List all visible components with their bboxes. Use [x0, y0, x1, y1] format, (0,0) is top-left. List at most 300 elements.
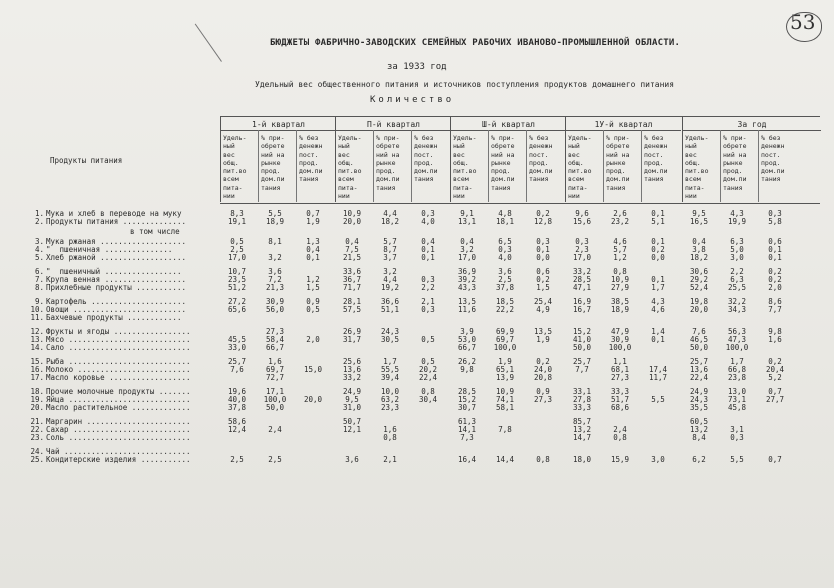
row-number: 1.: [34, 209, 44, 218]
product-name: Масло растительное .............: [46, 403, 191, 412]
table-cell: 1,7: [730, 357, 744, 366]
table-cell: 58,4: [265, 335, 285, 344]
table-cell: 3,2: [460, 245, 474, 254]
table-cell: 5,5: [268, 209, 282, 218]
product-name: Картофель .....................: [46, 297, 186, 306]
table-cell: 2,2: [421, 283, 435, 292]
table-cell: 0,2: [536, 357, 550, 366]
row-number: 13.: [30, 335, 44, 344]
table-cell: 22,4: [689, 373, 709, 382]
product-name: " пшеничная ...............: [46, 245, 173, 254]
table-cell: 51,7: [610, 395, 630, 404]
row-number: 8.: [34, 283, 44, 292]
column-divider: [411, 130, 412, 202]
table-cell: 0,6: [536, 267, 550, 276]
product-name: Масло коровье ..................: [46, 373, 191, 382]
row-number: 5.: [34, 253, 44, 262]
table-cell: 0,1: [421, 253, 435, 262]
row-number: 17.: [30, 373, 44, 382]
table-cell: 0,7: [768, 387, 782, 396]
table-cell: 19,9: [727, 217, 747, 226]
sub-column-header: % при- обрете ний на рынке прод. дом.пи тания: [723, 134, 747, 192]
table-cell: 71,7: [342, 283, 362, 292]
table-cell: 30,9: [265, 297, 285, 306]
document-subtitle: Удельный вес общественного питания и источников поступления продуктов домашнего питания: [255, 80, 675, 89]
table-cell: 1,6: [383, 425, 397, 434]
quarter-name: 1-й квартал: [252, 120, 305, 129]
table-cell: 10,9: [495, 387, 515, 396]
table-cell: 29,2: [689, 275, 709, 284]
quarter-header: [335, 116, 451, 202]
quarter-header: [682, 116, 821, 202]
table-cell: 20,0: [689, 305, 709, 314]
table-cell: 24,9: [342, 387, 362, 396]
sub-column-header: % без денежн пост. прод. дом.пи тания: [299, 134, 323, 184]
table-cell: 17,0: [227, 253, 247, 262]
table-cell: 8,7: [383, 245, 397, 254]
table-cell: 74,1: [495, 395, 515, 404]
table-cell: 16,5: [689, 217, 709, 226]
table-cell: 0,5: [421, 357, 435, 366]
table-cell: 10,7: [227, 267, 247, 276]
table-cell: 13,5: [457, 297, 477, 306]
table-cell: 3,2: [268, 253, 282, 262]
table-cell: 25,7: [227, 357, 247, 366]
table-cell: 65,1: [495, 365, 515, 374]
table-cell: 15,9: [610, 455, 630, 464]
quarter-header: [220, 116, 336, 202]
column-divider: [603, 130, 604, 202]
table-cell: 30,4: [418, 395, 438, 404]
table-row: [20, 254, 824, 262]
table-cell: 1,6: [768, 335, 782, 344]
table-cell: 0,8: [421, 387, 435, 396]
document-year: за 1933 год: [387, 62, 447, 72]
table-cell: 5,0: [730, 245, 744, 254]
table-cell: 68,1: [610, 365, 630, 374]
table-cell: 73,1: [727, 395, 747, 404]
row-number: 15.: [30, 357, 44, 366]
table-cell: 7,7: [575, 365, 589, 374]
table-cell: 5,2: [768, 373, 782, 382]
table-cell: 9,8: [460, 365, 474, 374]
table-cell: 21,3: [265, 283, 285, 292]
sub-column-header: % при- обрете ний на рынке прод. дом.пи тания: [261, 134, 285, 192]
table-cell: 20,0: [303, 395, 323, 404]
table-cell: 18,2: [380, 217, 400, 226]
table-cell: 6,3: [730, 275, 744, 284]
table-cell: 24,3: [380, 327, 400, 336]
table-row: [20, 404, 824, 412]
table-cell: 9,6: [575, 209, 589, 218]
table-cell: 25,5: [727, 283, 747, 292]
table-cell: 56,0: [265, 305, 285, 314]
row-number: 10.: [30, 305, 44, 314]
table-row: [20, 456, 824, 464]
table-cell: 66,8: [727, 365, 747, 374]
table-cell: 19,6: [227, 387, 247, 396]
table-cell: 20,4: [765, 365, 785, 374]
table-cell: 30,9: [610, 335, 630, 344]
table-cell: 3,8: [692, 245, 706, 254]
table-cell: 45,5: [227, 335, 247, 344]
table-cell: 0,3: [421, 305, 435, 314]
table-cell: 6,5: [498, 237, 512, 246]
table-cell: 5,7: [613, 245, 627, 254]
table-cell: 19,1: [227, 217, 247, 226]
table-cell: 36,6: [380, 297, 400, 306]
table-cell: 27,7: [765, 395, 785, 404]
table-cell: 11,6: [457, 305, 477, 314]
page-number: 53: [790, 10, 816, 34]
table-cell: 0,3: [768, 209, 782, 218]
sub-column-header: % при- обрете ний на рынке прод. дом.пи тания: [606, 134, 630, 192]
row-number: 21.: [30, 417, 44, 426]
table-cell: 35,5: [689, 403, 709, 412]
table-cell: 11,7: [648, 373, 668, 382]
table-cell: 0,4: [692, 237, 706, 246]
table-cell: 0,1: [768, 253, 782, 262]
table-cell: 69,9: [495, 327, 515, 336]
table-cell: 18,9: [610, 305, 630, 314]
table-cell: 13,6: [689, 365, 709, 374]
row-number: 20.: [30, 403, 44, 412]
table-cell: 12,1: [342, 425, 362, 434]
table-cell: 0,2: [536, 209, 550, 218]
table-cell: 23,3: [380, 403, 400, 412]
quarter-name: 1У-й квартал: [594, 120, 653, 129]
table-row: [20, 284, 824, 292]
table-cell: 50,0: [689, 343, 709, 352]
table-cell: 25,7: [689, 357, 709, 366]
row-number: 12.: [30, 327, 44, 336]
table-cell: 1,7: [651, 283, 665, 292]
table-cell: 18,2: [689, 253, 709, 262]
table-cell: 37,8: [227, 403, 247, 412]
column-divider: [488, 130, 489, 202]
sub-column-header: Удель- ный вес общ. пит.во всем пита- нии: [223, 134, 247, 201]
table-cell: 33,2: [572, 267, 592, 276]
table-cell: 13,2: [689, 425, 709, 434]
table-cell: 12,8: [533, 217, 553, 226]
quarter-header: [565, 116, 681, 202]
table-cell: 0,3: [730, 433, 744, 442]
table-cell: 8,6: [768, 297, 782, 306]
table-cell: 100,0: [493, 343, 517, 352]
table-cell: 10,9: [610, 275, 630, 284]
table-cell: 1,9: [536, 335, 550, 344]
product-name: Хлеб ржаной ...................: [46, 253, 186, 262]
sub-column-header: % без денежн пост. прод. дом.пи тания: [529, 134, 553, 184]
table-cell: 60,5: [689, 417, 709, 426]
table-cell: 23,2: [610, 217, 630, 226]
table-cell: 1,5: [306, 283, 320, 292]
table-cell: 2,0: [306, 335, 320, 344]
table-cell: 53,0: [457, 335, 477, 344]
table-cell: 61,3: [457, 417, 477, 426]
table-cell: 2,1: [421, 297, 435, 306]
row-number: 23.: [30, 433, 44, 442]
table-cell: 6,2: [692, 455, 706, 464]
table-cell: 7,8: [498, 425, 512, 434]
table-cell: 66,7: [457, 343, 477, 352]
table-cell: 5,1: [651, 217, 665, 226]
table-cell: 2,6: [613, 209, 627, 218]
product-name: Мука и хлеб в переводе на муку: [46, 209, 182, 218]
table-cell: 2,5: [498, 275, 512, 284]
table-cell: 58,6: [227, 417, 247, 426]
table-cell: 14,7: [572, 433, 592, 442]
product-name: Прочие молочные продукты .......: [46, 387, 191, 396]
product-name: Сало ...........................: [46, 343, 191, 352]
column-divider: [258, 130, 259, 202]
table-cell: 2,5: [230, 245, 244, 254]
table-cell: 25,6: [342, 357, 362, 366]
table-cell: 55,5: [380, 365, 400, 374]
column-divider: [296, 130, 297, 202]
table-cell: 0,5: [306, 305, 320, 314]
table-cell: 13,5: [533, 327, 553, 336]
table-cell: 4,3: [651, 297, 665, 306]
table-cell: 30,5: [380, 335, 400, 344]
column-divider: [758, 130, 759, 202]
table-cell: 69,7: [495, 335, 515, 344]
table-cell: 31,0: [342, 403, 362, 412]
table-cell: 22,2: [495, 305, 515, 314]
table-cell: 4,4: [383, 275, 397, 284]
table-cell: 30,7: [457, 403, 477, 412]
table-cell: 27,3: [610, 373, 630, 382]
table-cell: 17,1: [265, 387, 285, 396]
table-cell: 0,7: [768, 455, 782, 464]
table-cell: 15,2: [457, 395, 477, 404]
table-cell: 0,8: [613, 267, 627, 276]
table-cell: 15,2: [572, 327, 592, 336]
table-cell: 16,9: [572, 297, 592, 306]
table-cell: 23,8: [727, 373, 747, 382]
table-cell: 28,1: [342, 297, 362, 306]
table-cell: 32,2: [727, 297, 747, 306]
table-cell: 0,2: [768, 267, 782, 276]
header-divider: [451, 130, 566, 131]
table-cell: 47,3: [727, 335, 747, 344]
table-cell: 27,3: [533, 395, 553, 404]
table-cell: 19,8: [689, 297, 709, 306]
table-cell: 20,2: [418, 365, 438, 374]
product-name: Овощи .........................: [46, 305, 186, 314]
column-divider: [720, 130, 721, 202]
table-cell: 0,1: [651, 275, 665, 284]
table-cell: 0,0: [536, 253, 550, 262]
sub-column-header: Удель- ный вес общ. пит.во всем пита- нии: [338, 134, 362, 201]
header-divider: [336, 130, 451, 131]
table-cell: 33,6: [342, 267, 362, 276]
table-cell: 19,2: [380, 283, 400, 292]
table-subheading: [20, 228, 824, 236]
table-cell: 52,4: [689, 283, 709, 292]
quarter-name: Ш-й квартал: [482, 120, 535, 129]
table-cell: 50,0: [265, 403, 285, 412]
table-cell: 0,6: [768, 237, 782, 246]
table-cell: 85,7: [572, 417, 592, 426]
table-cell: 50,7: [342, 417, 362, 426]
product-name: Мясо ...........................: [46, 335, 191, 344]
table-cell: 1,9: [306, 217, 320, 226]
table-cell: 17,4: [648, 365, 668, 374]
table-cell: 13,6: [342, 365, 362, 374]
table-cell: 0,1: [651, 335, 665, 344]
table-cell: 0,1: [421, 245, 435, 254]
table-cell: 28,5: [457, 387, 477, 396]
table-row: [20, 218, 824, 226]
table-cell: 3,0: [651, 455, 665, 464]
quarter-header: [450, 116, 566, 202]
table-cell: 0,1: [768, 245, 782, 254]
table-cell: 0,8: [613, 433, 627, 442]
table-cell: 18,9: [265, 217, 285, 226]
table-cell: 1,7: [383, 357, 397, 366]
table-cell: 0,2: [768, 357, 782, 366]
table-cell: 36,7: [342, 275, 362, 284]
product-column-header: Продукты питания: [50, 156, 123, 165]
table-cell: 22,4: [418, 373, 438, 382]
table-cell: 9,5: [345, 395, 359, 404]
sub-column-header: % без денежн пост. прод. дом.пи тания: [761, 134, 785, 184]
table-cell: 51,2: [227, 283, 247, 292]
row-number: 22.: [30, 425, 44, 434]
table-cell: 7,3: [460, 433, 474, 442]
table-cell: 47,1: [572, 283, 592, 292]
table-cell: 7,5: [345, 245, 359, 254]
table-cell: 10,0: [380, 387, 400, 396]
table-cell: 100,0: [263, 395, 287, 404]
table-cell: 2,5: [230, 455, 244, 464]
table-cell: 43,3: [457, 283, 477, 292]
table-cell: 4,6: [651, 305, 665, 314]
header-divider: [566, 130, 681, 131]
table-cell: 65,6: [227, 305, 247, 314]
table-row: [20, 434, 824, 442]
table-cell: 39,4: [380, 373, 400, 382]
table-cell: 2,4: [613, 425, 627, 434]
table-row: [20, 314, 824, 322]
row-number: 2.: [34, 217, 44, 226]
product-name: Соль ...........................: [46, 433, 191, 442]
table-cell: 24,3: [689, 395, 709, 404]
table-cell: 2,1: [383, 455, 397, 464]
measure-heading: Количество: [370, 95, 455, 105]
column-divider: [641, 130, 642, 202]
table-cell: 27,9: [610, 283, 630, 292]
table-cell: 25,4: [533, 297, 553, 306]
table-cell: 1,4: [651, 327, 665, 336]
table-cell: 0,2: [768, 275, 782, 284]
sub-column-header: % без денежн пост. прод. дом.пи тания: [644, 134, 668, 184]
table-cell: 2,5: [268, 455, 282, 464]
sub-column-header: % при- обрете ний на рынке прод. дом.пи тания: [376, 134, 400, 192]
table-cell: 4,9: [536, 305, 550, 314]
product-name: Сахар ..........................: [46, 425, 191, 434]
table-cell: 18,1: [495, 217, 515, 226]
table-cell: 13,9: [495, 373, 515, 382]
product-name: Рыба ...........................: [46, 357, 191, 366]
product-name: Бахчевые продукты ............: [46, 313, 182, 322]
table-cell: 1,9: [498, 357, 512, 366]
table-cell: 1,1: [613, 357, 627, 366]
product-name: в том числе: [130, 227, 180, 236]
table-cell: 5,8: [768, 217, 782, 226]
product-name: Кондитерские изделия ...........: [46, 455, 191, 464]
table-row: [20, 374, 824, 382]
table-cell: 8,3: [230, 209, 244, 218]
table-cell: 18,5: [495, 297, 515, 306]
table-cell: 0,2: [536, 275, 550, 284]
table-cell: 9,1: [460, 209, 474, 218]
table-cell: 33,1: [572, 387, 592, 396]
table-cell: 39,2: [457, 275, 477, 284]
table-cell: 4,8: [498, 209, 512, 218]
table-cell: 33,0: [227, 343, 247, 352]
row-number: 9.: [34, 297, 44, 306]
table-cell: 7,2: [268, 275, 282, 284]
row-number: 6.: [34, 267, 44, 276]
table-cell: 16,7: [572, 305, 592, 314]
table-cell: 0,3: [536, 237, 550, 246]
table-cell: 20,8: [533, 373, 553, 382]
quarter-name: П-й квартал: [367, 120, 420, 129]
table-cell: 8,1: [268, 237, 282, 246]
table-cell: 40,0: [227, 395, 247, 404]
row-number: 25.: [30, 455, 44, 464]
table-cell: 38,5: [610, 297, 630, 306]
sub-column-header: % без денежн пост. прод. дом.пи тания: [414, 134, 438, 184]
row-number: 3.: [34, 237, 44, 246]
table-cell: 69,7: [265, 365, 285, 374]
sub-column-header: Удель- ный вес общ. пит.во всем пита- нии: [568, 134, 592, 201]
table-cell: 15,0: [303, 365, 323, 374]
row-number: 16.: [30, 365, 44, 374]
row-number: 4.: [34, 245, 44, 254]
table-cell: 27,3: [265, 327, 285, 336]
column-divider: [526, 130, 527, 202]
table-cell: 0,3: [575, 237, 589, 246]
product-name: Маргарин .......................: [46, 417, 191, 426]
table-cell: 0,0: [651, 253, 665, 262]
table-cell: 2,2: [730, 267, 744, 276]
table-cell: 31,7: [342, 335, 362, 344]
table-cell: 20,0: [342, 217, 362, 226]
table-cell: 0,5: [230, 237, 244, 246]
table-cell: 27,2: [227, 297, 247, 306]
table-cell: 0,4: [345, 237, 359, 246]
table-cell: 56,3: [727, 327, 747, 336]
table-cell: 16,4: [457, 455, 477, 464]
product-name: Прихлебные продукты ...........: [46, 283, 186, 292]
table-cell: 26,9: [342, 327, 362, 336]
table-cell: 66,7: [265, 343, 285, 352]
header-divider: [683, 130, 821, 131]
table-cell: 0,8: [383, 433, 397, 442]
table-cell: 0,5: [421, 335, 435, 344]
table-cell: 0,3: [498, 245, 512, 254]
table-cell: 68,6: [610, 403, 630, 412]
table-cell: 1,6: [268, 357, 282, 366]
table-cell: 1,2: [306, 275, 320, 284]
table-cell: 23,5: [227, 275, 247, 284]
table-cell: 13,1: [457, 217, 477, 226]
table-cell: 4,6: [613, 237, 627, 246]
table-cell: 51,1: [380, 305, 400, 314]
